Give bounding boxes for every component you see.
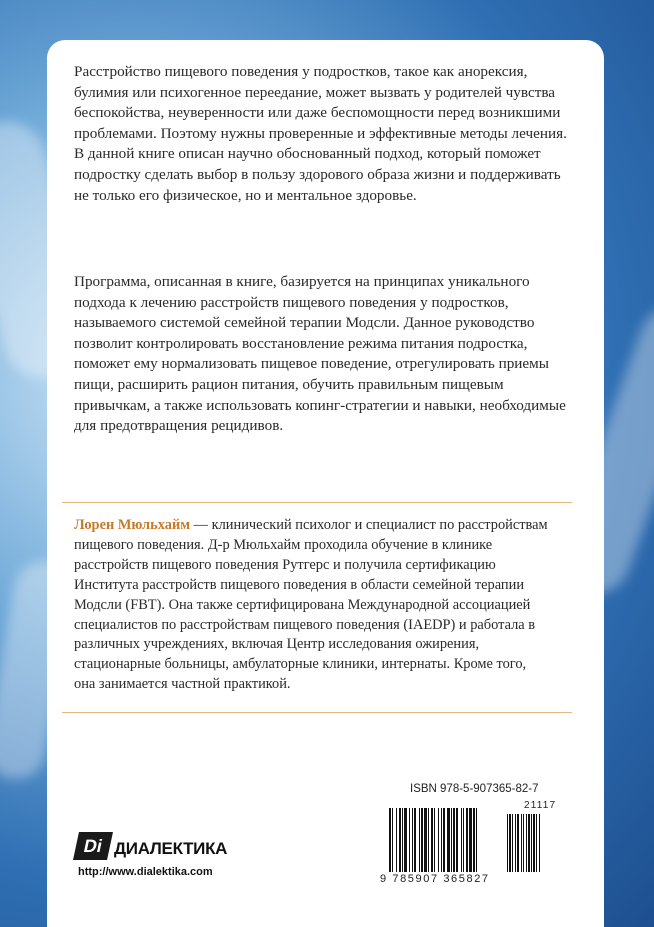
- publisher-logo-mark: Di: [73, 832, 113, 860]
- publisher-logo: [76, 832, 226, 862]
- isbn-label: ISBN 978-5-907365-82-7: [410, 783, 539, 795]
- divider-top: [62, 502, 572, 503]
- description-paragraph-2: Программа, описанная в книге, базируется на принципах уникального подхода к лечению расстройств пищевого поведения у подростков, называемого системой семейной терапии Модсли. Данное руководство позволит контролировать восстановление режима питания подростка, поможет ему нормализовать пищевое поведение, отрегулировать приемы пищи, расширить рацион питания, обучить правильным пищевым привычкам, а также использовать копинг-стратегии и навыки, необходимые для предотвращения рецидивов.: [74, 273, 566, 435]
- publisher-name: ДИАЛЕКТИКА: [114, 839, 228, 858]
- description-paragraph-1: Расстройство пищевого поведения у подростков, такое как анорексия, булимия или психогенное переедание, может вызвать у родителей чувства беспокойства, неуверенности или даже беспомощности перед возникшими проблемами. Поэтому нужны проверенные и эффективные методы лечения. В данной книге описан научно обоснованный подход, который поможет подростку сделать выбор в пользу здорового образа жизни и поддерживать не только его физическое, но и ментальное здоровье.: [74, 63, 567, 204]
- barcode-digits: 9 785907 365827: [380, 873, 490, 885]
- divider-bottom: [62, 712, 572, 713]
- barcode: [389, 808, 549, 872]
- author-bio: [74, 516, 550, 695]
- publisher-url[interactable]: http://www.dialektika.com: [78, 866, 213, 878]
- barcode-addon-digits: 21117: [524, 800, 557, 811]
- author-bio-text: — клинический психолог и специалист по расстройствам пищевого поведения. Д-р Мюльхайм проходила обучение в клинике расстройств пищевого поведения Рутгерс и получила сертификацию Института расстройств пищевого поведения в области семейной терапии Модсли (FBT). Она также сертифицирована Международной ассоциацией специалистов по расстройствам пищевого поведения (IAEDP) и работала в различных учреждениях, включая Центр исследования ожирения, стационарные больницы, амбулаторные клиники, интернаты. Кроме того, она занимается частной практикой.: [74, 517, 548, 693]
- author-name: Лорен Мюльхайм: [74, 517, 191, 533]
